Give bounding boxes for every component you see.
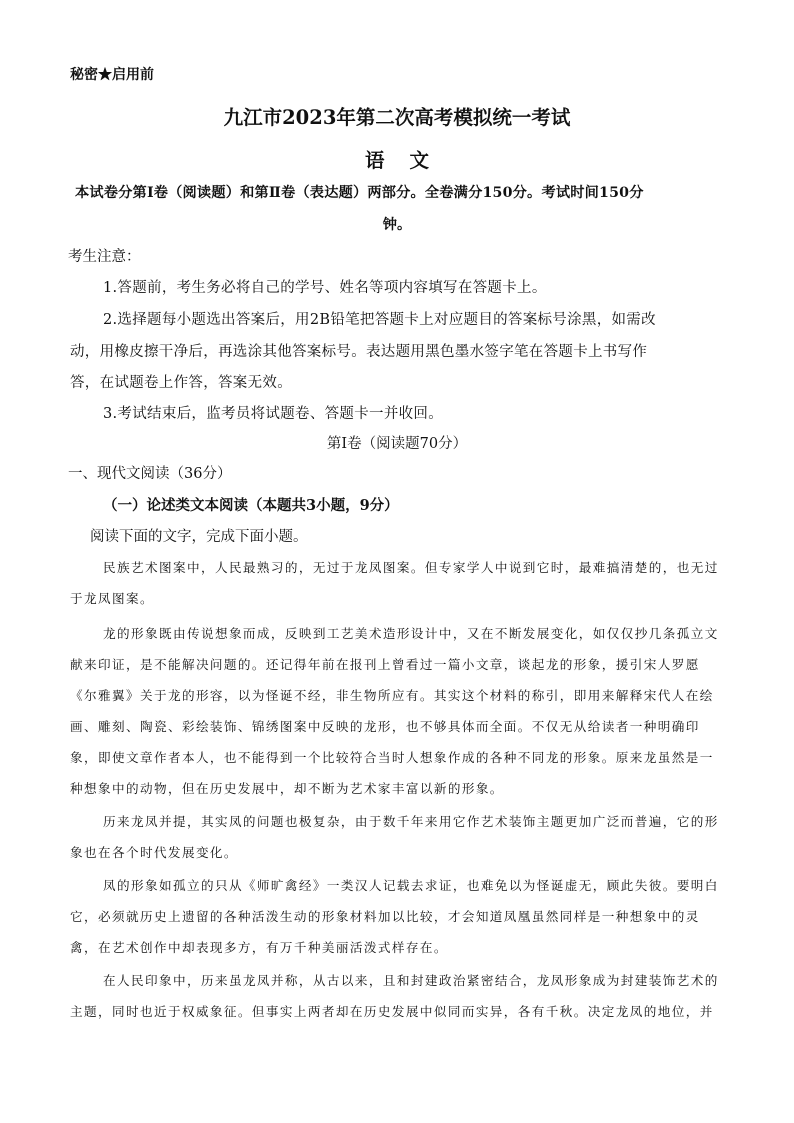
exam-intro-line-1: 本试卷分第Ⅰ卷（阅读题）和第Ⅱ卷（表达题）两部分。全卷满分150分。考试时间150分 (75, 185, 644, 201)
passage-line: 献来印证，是不能解决问题的。还记得年前在报刊上曾看过一篇小文章，谈起龙的形象，援引宋人罗愿 (70, 657, 700, 672)
notice-item-2-line-1: 2.选择题每小题选出答案后，用2B铅笔把答题卡上对应题目的答案标号涂黑，如需改 (103, 312, 656, 328)
passage-line: 象也在各个时代发展变化。 (70, 845, 238, 860)
subsection-title: （一）论述类文本阅读（本题共3小题，9分） (103, 497, 399, 514)
reading-instruction: 阅读下面的文字，完成下面小题。 (90, 529, 308, 545)
passage-line: 凤的形象如孤立的只从《师旷禽经》一类汉人记载去求证，也难免以为怪诞虚无，顾此失彼。要明白 (103, 878, 719, 893)
passage-line: 禽，在艺术创作中却表现多方，有万千种美丽活泼式样存在。 (70, 940, 448, 955)
confidential-label: 秘密★启用前 (70, 67, 154, 83)
passage-line: 于龙凤图案。 (70, 591, 154, 606)
passage-line: 龙的形象既由传说想象而成，反映到工艺美术造形设计中，又在不断发展变化，如仅仅抄几条孤立文 (103, 626, 719, 641)
notice-item-2-line-3: 答，在试题卷上作答，答案无效。 (70, 375, 292, 391)
exam-intro-line-2: 钟。 (382, 217, 412, 233)
passage-line: 《尔雅翼》关于龙的形容，以为怪诞不经，非生物所应有。其实这个材料的称引，即用来解释宋代人在绘 (70, 688, 714, 703)
subject-title: 语文 (364, 149, 454, 172)
notice-item-3: 3.考试结束后，监考员将试题卷、答题卡一并收回。 (103, 406, 444, 422)
passage-line: 象，即使文章作者本人，也不能得到一个比较符合当时人想象作成的各种不同龙的形象。原来龙虽然是一 (70, 750, 714, 765)
notice-item-2-line-2: 动，用橡皮擦干净后，再选涂其他答案标号。表达题用黑色墨水签字笔在答题卡上书写作 (70, 344, 648, 360)
passage-line: 画、雕刻、陶瓷、彩绘装饰、锦绣图案中反映的龙形，也不够具体而全面。不仅无从给读者一种明确印 (70, 719, 700, 734)
passage-line: 在人民印象中，历来虽龙凤并称，从古以来，且和封建政治紧密结合，龙凤形象成为封建装饰艺术的 (103, 973, 719, 988)
passage-line: 主题，同时也近于权威象征。但事实上两者却在历史发展中似同而实异，各有千秋。决定龙凤的地位，并 (70, 1004, 714, 1019)
notice-title: 考生注意： (68, 249, 141, 265)
passage-line: 它，必须就历史上遗留的各种活泼生动的形象材料加以比较，才会知道凤凰虽然同样是一种想象中的灵 (70, 909, 700, 924)
notice-item-1: 1.答题前，考生务必将自己的学号、姓名等项内容填写在答题卡上。 (103, 280, 547, 296)
passage-line: 种想象中的动物，但在历史发展中，却不断为艺术家丰富以新的形象。 (70, 781, 504, 796)
passage-line: 民族艺术图案中，人民最熟习的，无过于龙凤图案。但专家学人中说到它时，最难搞清楚的，也无过 (103, 560, 719, 575)
part-title: 第Ⅰ卷（阅读题70分） (326, 436, 468, 452)
section-title: 一、现代文阅读（36分） (68, 466, 232, 482)
exam-title: 九江市2023年第二次高考模拟统一考试 (223, 106, 571, 129)
passage-line: 历来龙凤并提，其实凤的问题也极复杂，由于数千年来用它作艺术装饰主题更加广泛而普遍，它的形 (103, 814, 719, 829)
